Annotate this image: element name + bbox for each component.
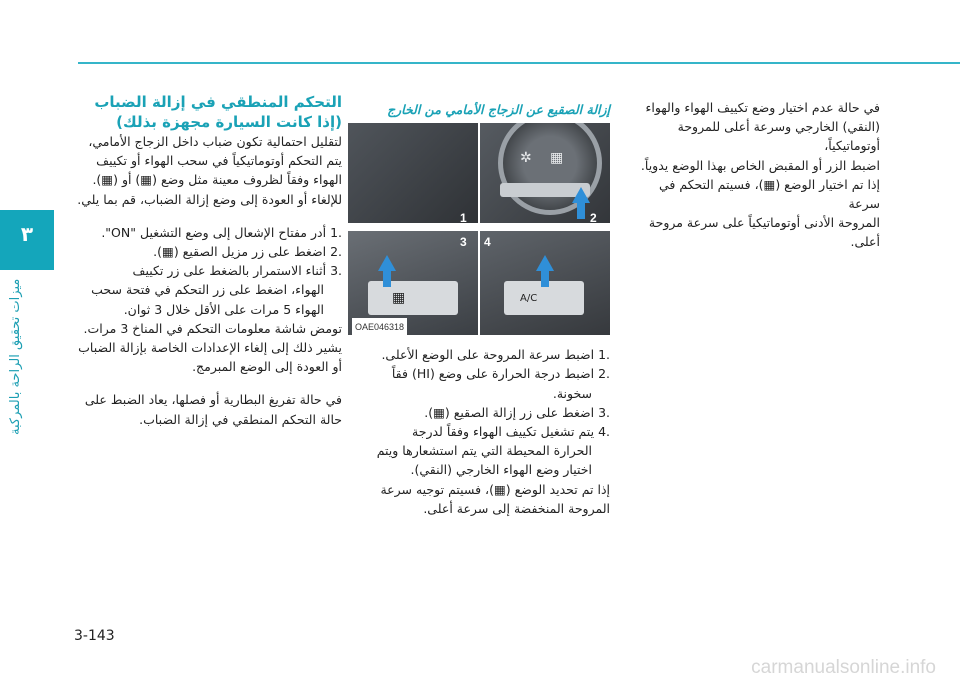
logic-defog-subtitle: (إذا كانت السيارة مجهزة بذلك) <box>116 113 342 131</box>
watermark: carmanualsonline.info <box>751 657 936 678</box>
list-item: الحرارة المحيطة التي يتم استشعارها ويتم <box>376 443 592 459</box>
figure-number-4: 4 <box>484 235 491 250</box>
arrow-stem <box>577 201 585 219</box>
page-number: 3-143 <box>74 628 115 644</box>
arrow-up-icon <box>572 187 590 203</box>
fan-icon: ✲ <box>520 150 532 167</box>
figure-number-3: 3 <box>460 235 467 250</box>
figure-number-1: 1 <box>460 211 467 224</box>
figure-panel-knob <box>480 123 610 223</box>
defrost-steps <box>350 345 610 518</box>
intro-line: للإلغاء أو العودة إلى وضع إزالة الضباب، قم بما يلي. <box>77 191 342 207</box>
front-defrost-icon: ▦ <box>392 290 406 307</box>
ac-icon: A/C <box>520 293 538 305</box>
list-item: إذا تم تحديد الوضع (▦)، فسيتم توجيه سرعة <box>380 481 610 497</box>
list-item: أو العودة إلى الوضع المبرمج. <box>192 359 342 375</box>
chapter-label: ميزات تحقيق الراحة بالمركبة <box>8 278 23 435</box>
list-item: .1أدر مفتاح الإشعال إلى وضع التشغيل "ON". <box>101 224 342 240</box>
list-item: الهواء، اضغط على زر التحكم في فتحة سحب <box>91 282 324 298</box>
list-item: المروحة المنخفضة إلى سرعة أعلى. <box>423 500 610 516</box>
right-line: اضبط الزر أو المقبض الخاص بهذا الوضع يدوياً. <box>640 157 880 173</box>
defrost-icon: ▦ <box>550 150 564 167</box>
intro-line: يتم التحكم أوتوماتيكياً في سحب الهواء أو تكييف <box>96 153 342 169</box>
list-item: .2اضغط على زر مزيل الصقيع (▦). <box>153 244 342 260</box>
intro-line: الهواء وفقاً لظروف معينة مثل وضع (▦) أو (▦). <box>92 172 342 188</box>
arrow-stem <box>383 269 391 287</box>
figure-code: OAE046318 <box>352 318 407 337</box>
defrost-section-title: إزالة الصقيع عن الزجاج الأمامي من الخارج <box>387 102 610 117</box>
logic-defog-title: التحكم المنطقي في إزالة الضباب <box>94 93 342 111</box>
figure-panel-buttons-right <box>480 231 610 335</box>
list-item: .3أثناء الاستمرار بالضغط على زر تكييف <box>132 263 342 279</box>
list-item: يشير ذلك إلى إلغاء الإعدادات الخاصة بإزالة الضباب <box>78 340 342 356</box>
left-column <box>70 92 342 429</box>
footer-line: حالة التحكم المنطقي في إزالة الضباب. <box>139 411 342 427</box>
defog-cancel-steps <box>70 223 342 377</box>
arrow-stem <box>541 269 549 287</box>
list-item: تومض شاشة معلومات التحكم في المناخ 3 مرات. <box>83 320 342 336</box>
chapter-number: ٣ <box>20 222 34 246</box>
figure-number-2: 2 <box>590 211 597 224</box>
climate-control-figure <box>348 123 610 335</box>
list-item: .1اضبط سرعة المروحة على الوضع الأعلى. <box>381 347 610 363</box>
right-line: إذا تم اختيار الوضع (▦)، فسيتم التحكم في سرعة <box>658 176 880 212</box>
top-divider <box>78 62 960 64</box>
list-item: .3اضغط على زر إزالة الصقيع (▦). <box>424 404 610 420</box>
middle-column <box>350 100 610 518</box>
right-line: المروحة الأدنى أوتوماتيكياً على سرعة مروحة أعلى. <box>648 215 880 250</box>
intro-line: لتقليل احتمالية تكون ضباب داخل الزجاج الأمامي، <box>88 134 342 149</box>
list-item: .2اضبط درجة الحرارة على وضع (HI) فقاً <box>391 366 610 382</box>
figure-panel-dash <box>348 123 478 223</box>
defrost-button <box>368 281 458 315</box>
list-item: .4يتم تشغيل تكييف الهواء وفقاً لدرجة <box>412 424 610 440</box>
list-item: اختيار وضع الهواء الخارجي (النقي). <box>410 462 592 478</box>
right-line: في حالة عدم اختيار وضع تكييف الهواء والهواء <box>645 100 880 115</box>
right-column <box>628 98 880 252</box>
list-item: سخونة. <box>552 385 592 401</box>
footer-line: في حالة تفريغ البطارية أو فصلها، يعاد الضبط على <box>84 392 342 408</box>
list-item: الهواء 5 مرات على الأقل خلال 3 ثوان. <box>123 301 324 317</box>
right-line: (النقي) الخارجي وسرعة أعلى للمروحة أوتوماتيكياً، <box>677 119 880 154</box>
